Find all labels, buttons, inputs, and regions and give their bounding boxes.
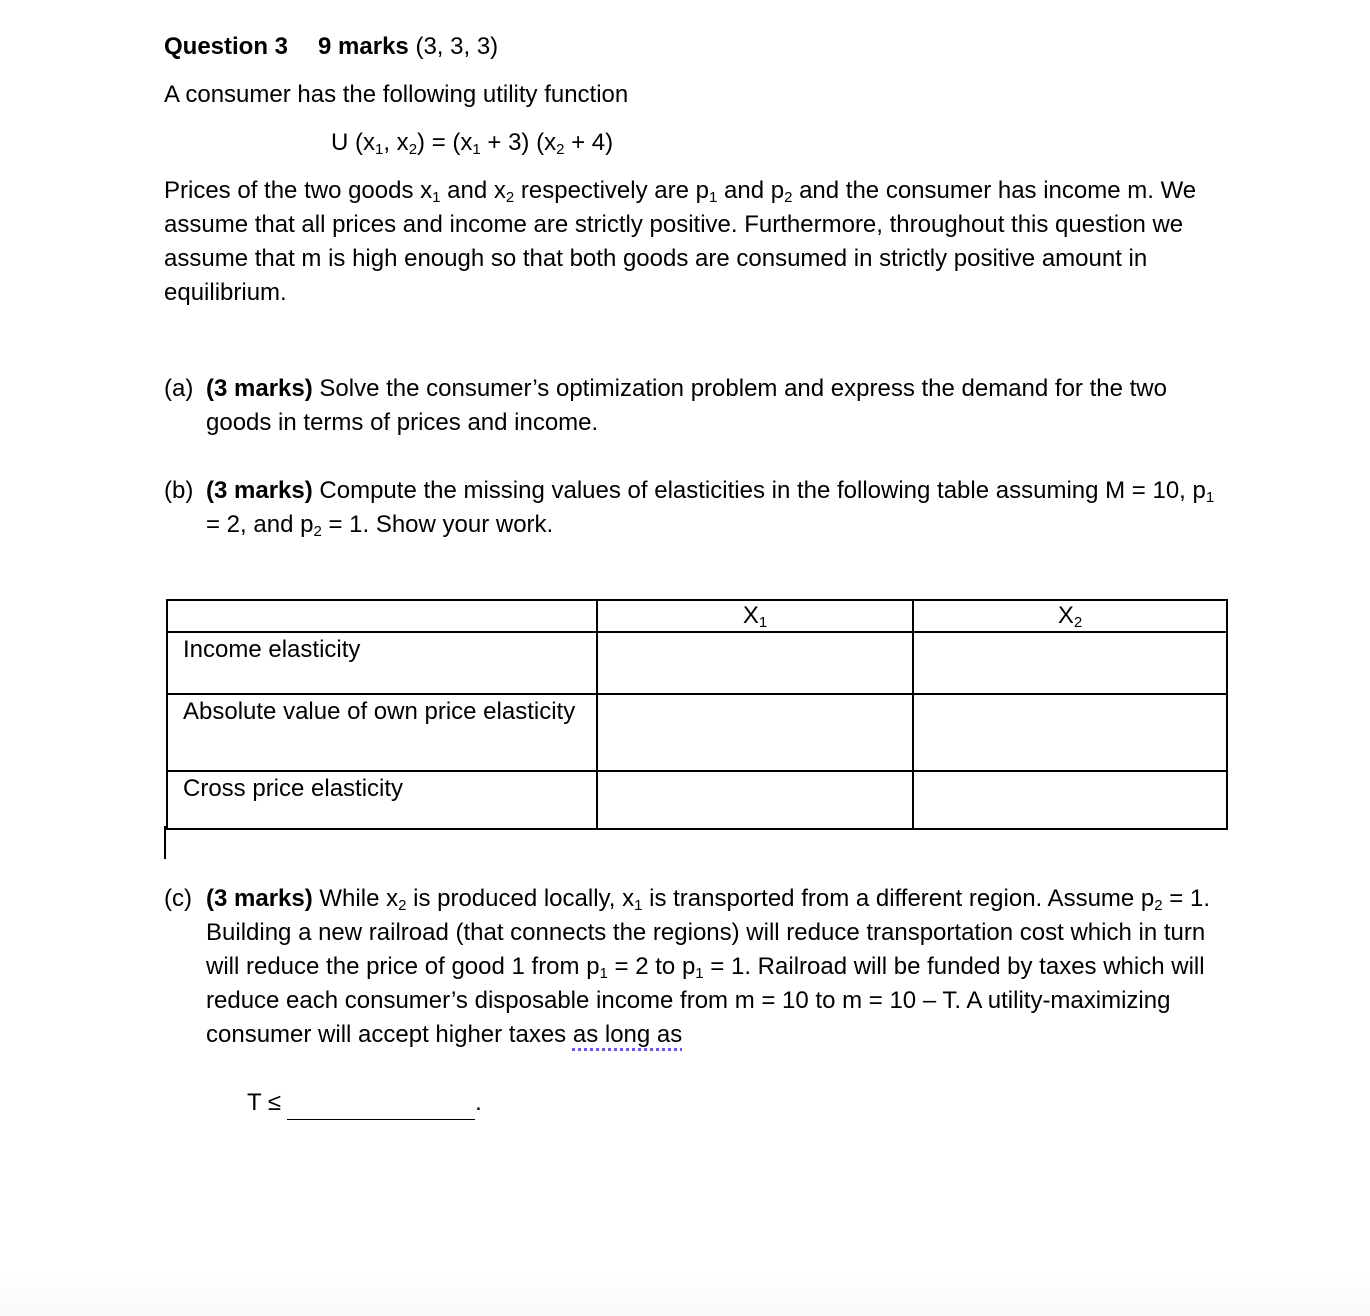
part-b: (b) (3 marks) Compute the missing values of elasticities in the following table assuming M = 10, $p_1 = 2$, and $p_2 = 1$. Show your work. bbox=[164, 474, 1224, 542]
question-marks: 9 marks (3, 3, 3) bbox=[318, 33, 499, 60]
part-b-marks: (3 marks) bbox=[206, 477, 313, 504]
part-c-marks: (3 marks) bbox=[206, 885, 313, 912]
row-label-income-elasticity: Income elasticity bbox=[167, 632, 597, 694]
table-header-x1: $X_1$ bbox=[597, 600, 913, 632]
answer-prefix: T ≤ bbox=[247, 1089, 282, 1116]
part-a bbox=[164, 372, 1224, 440]
elasticity-table bbox=[166, 599, 1228, 830]
question-heading bbox=[164, 30, 498, 64]
cell-income-elasticity-x2[interactable] bbox=[913, 632, 1227, 694]
spellcheck-underline[interactable]: as long as bbox=[572, 1021, 683, 1048]
answer-blank[interactable] bbox=[287, 1091, 475, 1120]
answer-suffix: . bbox=[475, 1089, 482, 1116]
part-c: (c) (3 marks) While $x_2$ is produced locally, $x_1$ is transported from a different region. Assume $p_2 = 1$. Building a new railroad (that connects the regions) will reduce transportation cost which in turn will reduce the price of good 1 from $p_1 = 2$ to $p_1 = 1$. Railroad will be funded by taxes which will reduce each consumer’s disposable income from m = 10 to m = 10 – T. A utility-maximizing consumer will accept higher taxes as long as bbox=[164, 882, 1229, 1052]
page-bottom-fade bbox=[0, 1276, 1370, 1316]
cell-own-price-elasticity-x1[interactable] bbox=[597, 694, 913, 771]
cell-income-elasticity-x1[interactable] bbox=[597, 632, 913, 694]
table-row bbox=[167, 632, 1227, 694]
question-title: Question 3 bbox=[164, 33, 289, 60]
part-a-label: (a) bbox=[164, 375, 194, 402]
cell-cross-price-elasticity-x2[interactable] bbox=[913, 771, 1227, 829]
table-header-row bbox=[167, 600, 1227, 632]
cell-cross-price-elasticity-x1[interactable] bbox=[597, 771, 913, 829]
part-c-label: (c) bbox=[164, 885, 192, 912]
part-a-text: Solve the consumer’s optimization problem and express the demand for the two goods in terms of prices and income. bbox=[206, 375, 1167, 436]
part-a-marks: (3 marks) bbox=[206, 375, 313, 402]
cell-own-price-elasticity-x2[interactable] bbox=[913, 694, 1227, 771]
row-label-own-price-elasticity: Absolute value of own price elasticity bbox=[167, 694, 597, 771]
table-row bbox=[167, 771, 1227, 829]
text-cursor bbox=[164, 826, 166, 859]
table-header-empty bbox=[167, 600, 597, 632]
intro-text: A consumer has the following utility function bbox=[164, 81, 629, 108]
answer-line bbox=[247, 1086, 482, 1120]
utility-equation: U ($x_1$, $x_2) = (x_1 + 3)$ $(x_2 + 4)$ bbox=[331, 129, 614, 158]
table-row bbox=[167, 694, 1227, 771]
part-b-label: (b) bbox=[164, 477, 194, 504]
table-header-x2: $X_2$ bbox=[913, 600, 1227, 632]
row-label-cross-price-elasticity: Cross price elasticity bbox=[167, 771, 597, 829]
prices-paragraph: Prices of the two goods $x_1$ and $x_2$ respectively are $p_1$ and $p_2$ and the consumer has income m. We assume that all prices and income are strictly positive. Furthermore, throughout this question we assume that m is high enough so that both goods are consumed in strictly positive amount in equilibrium. bbox=[164, 177, 1197, 306]
